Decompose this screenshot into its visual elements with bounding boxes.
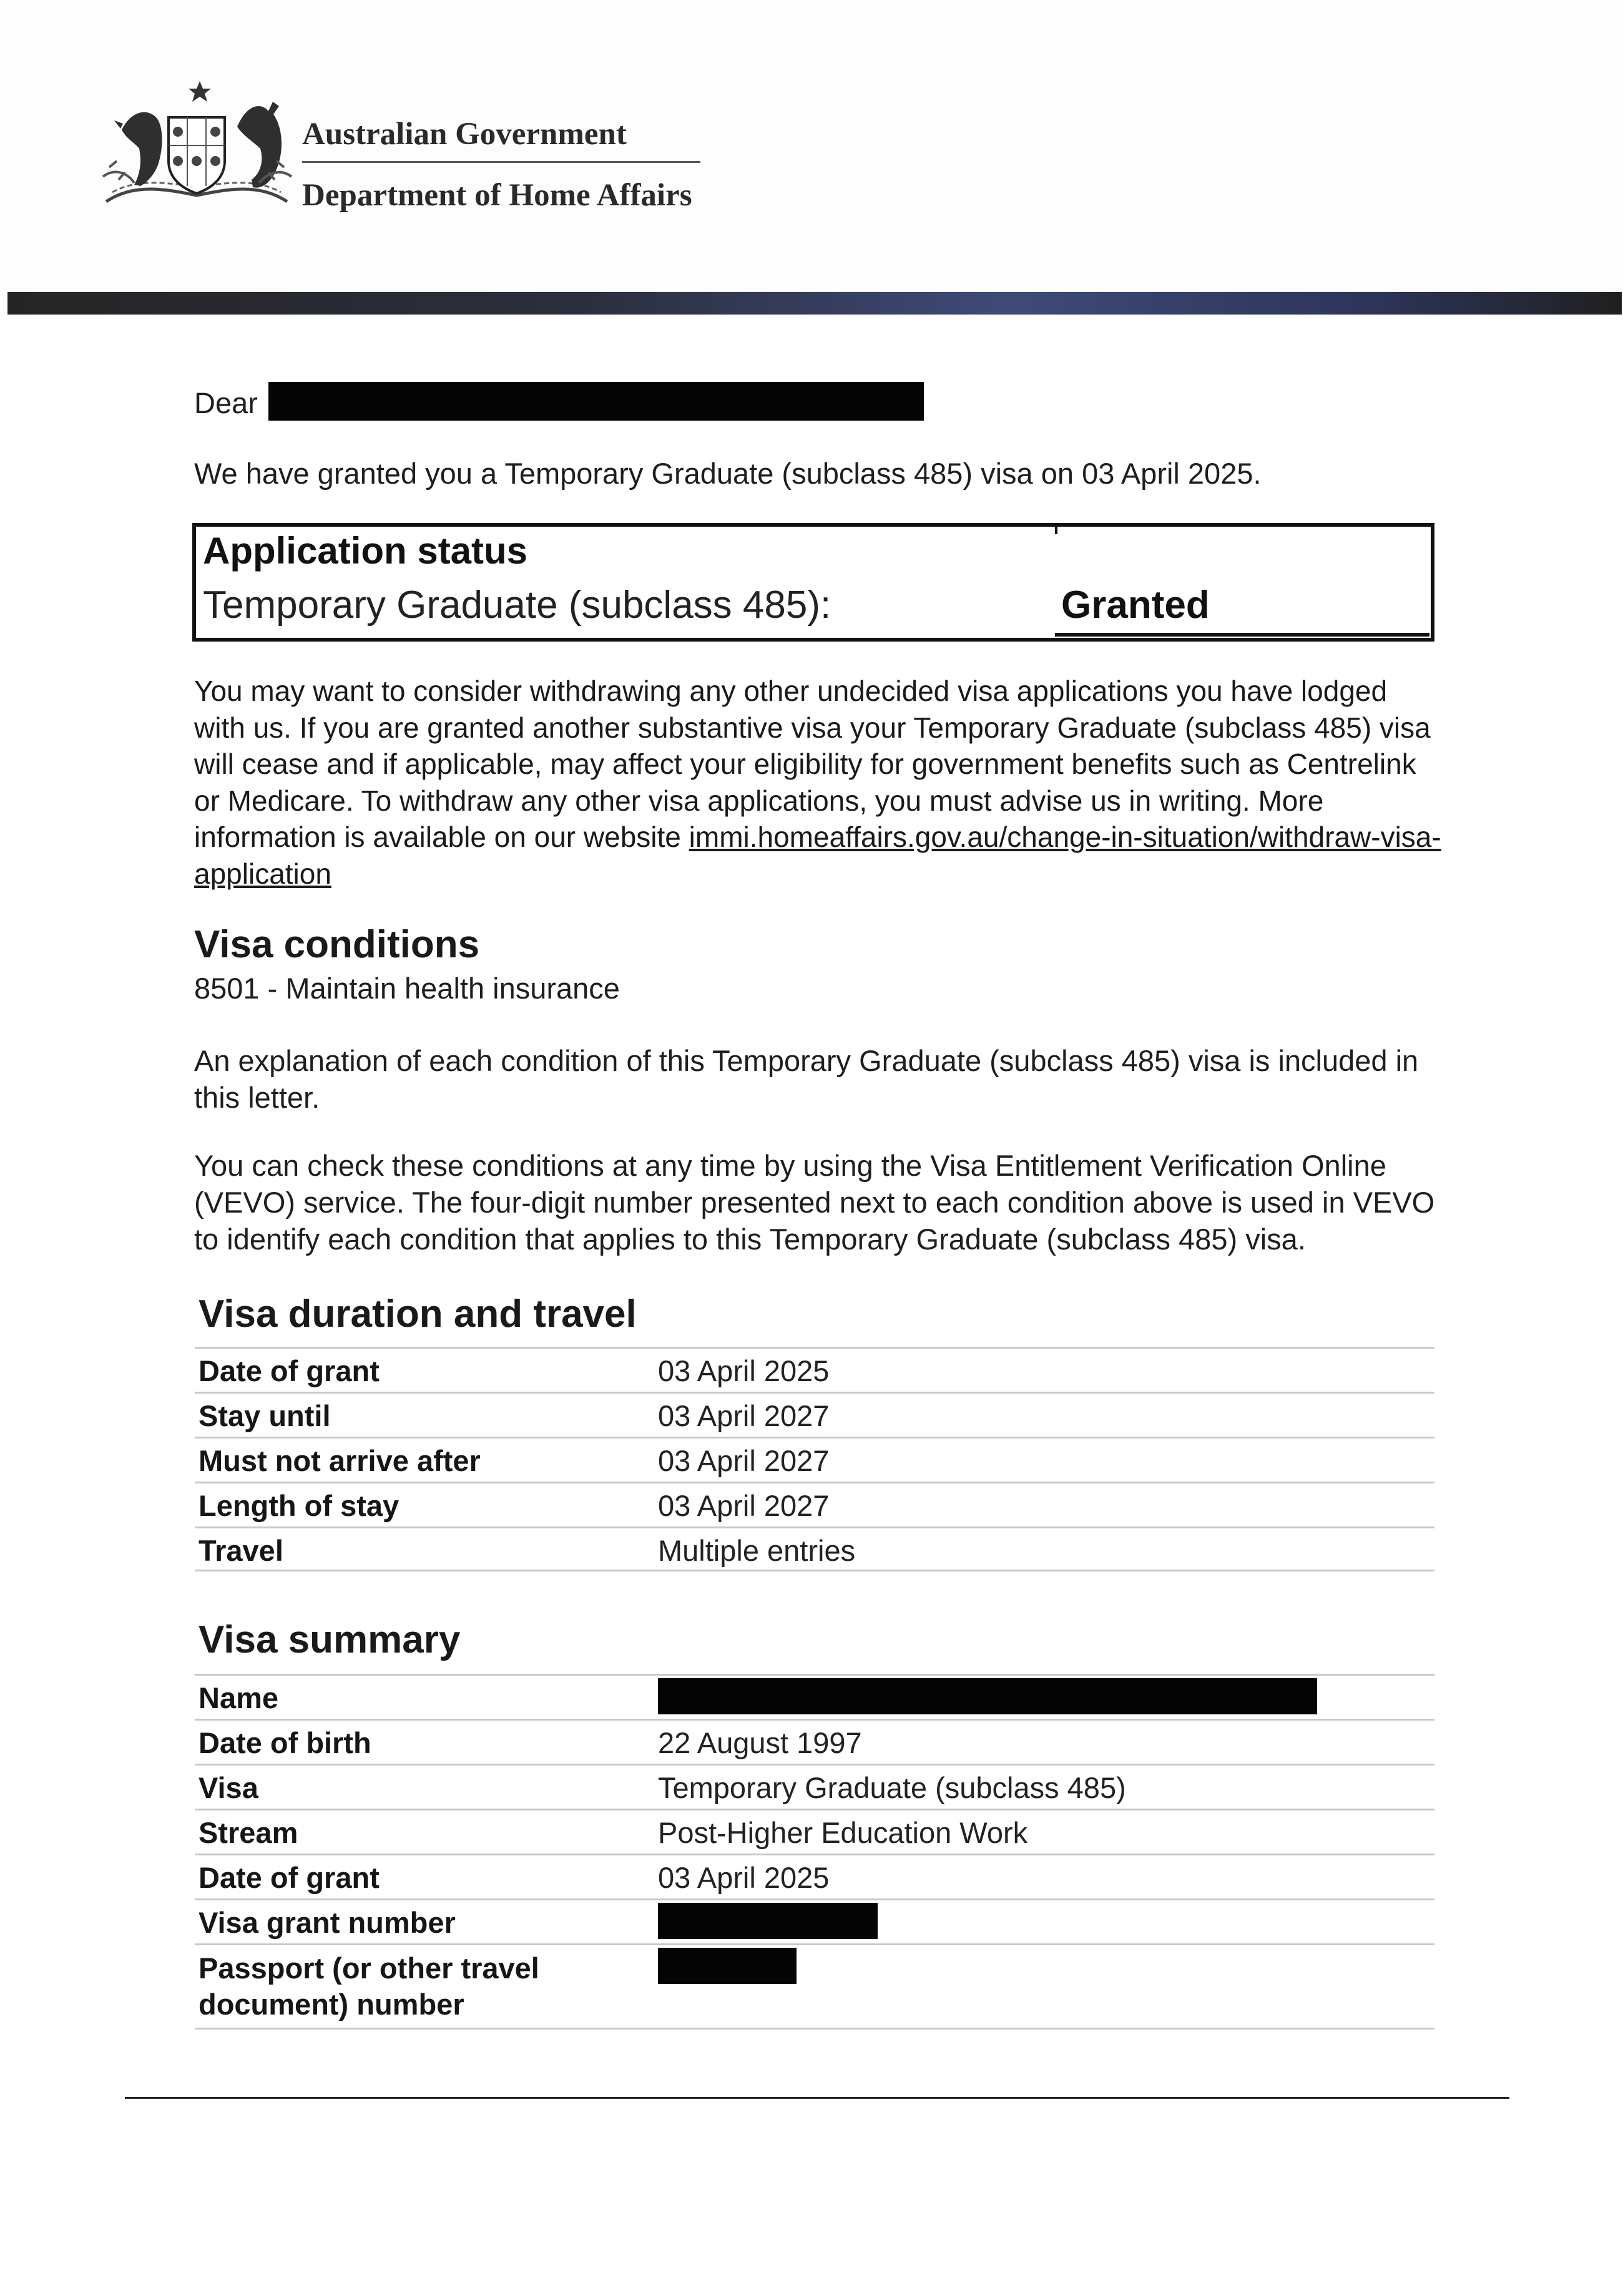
table-row — [195, 1347, 1434, 1392]
visa-conditions-heading: Visa conditions — [194, 923, 480, 966]
row-value: Temporary Graduate (subclass 485) — [658, 1771, 1126, 1804]
withdraw-notice-text: You may want to consider withdrawing any other undecided visa applications you have lodged with us. If you are granted another substantive visa your Temporary Graduate (subclass 485) visa will cease and if applicable, may affect your eligibility for government benefits such as Centrelink or Medicare. To withdraw any other visa applications, you must advise us in writing. More information is available on our website — [194, 675, 1431, 853]
row-label: Travel — [199, 1534, 283, 1567]
table-row — [195, 1482, 1434, 1527]
visa-duration-heading: Visa duration and travel — [199, 1292, 637, 1336]
row-value: 03 April 2025 — [658, 1861, 830, 1894]
status-value-underline — [1055, 633, 1429, 637]
application-status-heading: Application status — [203, 530, 528, 572]
row-value: 03 April 2027 — [658, 1399, 830, 1432]
visa-duration-table — [195, 1347, 1434, 1571]
row-label: Date of grant — [199, 1354, 380, 1387]
table-row — [195, 1674, 1434, 1719]
withdraw-application-link[interactable]: immi.homeaffairs.gov.au/change-in-situation/withdraw-visa-application — [194, 821, 1441, 890]
row-value: 22 August 1997 — [658, 1726, 862, 1759]
row-value: 03 April 2027 — [658, 1489, 830, 1522]
redacted-recipient-name — [268, 382, 924, 421]
department-title: Department of Home Affairs — [302, 178, 692, 213]
header-colour-bar — [7, 292, 1622, 315]
status-value: Granted — [1061, 584, 1210, 627]
table-row — [195, 1898, 1434, 1943]
grant-intro-text: We have granted you a Temporary Graduate (subclass 485) visa on 03 April 2025. — [194, 457, 1262, 490]
table-row — [195, 1809, 1434, 1854]
row-label: Must not arrive after — [199, 1444, 481, 1477]
redacted-name — [658, 1678, 1317, 1714]
visa-summary-table — [195, 1674, 1434, 2030]
row-value: 03 April 2025 — [658, 1354, 830, 1387]
row-label: Visa — [199, 1771, 258, 1804]
row-value: Multiple entries — [658, 1534, 856, 1567]
row-label: Visa grant number — [199, 1906, 456, 1939]
status-box-divider — [1055, 523, 1057, 534]
visa-condition-item: 8501 - Maintain health insurance — [194, 972, 620, 1005]
table-row — [195, 1527, 1434, 1571]
row-label: Stream — [199, 1816, 298, 1849]
table-row — [195, 1392, 1434, 1437]
table-row — [195, 1943, 1434, 2030]
row-label: Length of stay — [199, 1489, 400, 1522]
row-label: Passport (or other travel document) number — [199, 1952, 539, 2021]
conditions-explanation: An explanation of each condition of this Temporary Graduate (subclass 485) visa is included in this letter. — [194, 1044, 1419, 1114]
row-value: Post-Higher Education Work — [658, 1816, 1028, 1849]
vevo-note: You can check these conditions at any time by using the Visa Entitlement Verification Online (VEVO) service. The four-digit number presented next to each condition above is used in VEVO to identify each condition that applies to this Temporary Graduate (subclass 485) visa. — [194, 1149, 1435, 1256]
row-label: Stay until — [199, 1399, 331, 1432]
table-row — [195, 1719, 1434, 1764]
redacted-visa-grant-number — [658, 1903, 878, 1939]
table-row — [195, 1437, 1434, 1482]
status-visa-label: Temporary Graduate (subclass 485): — [203, 584, 831, 627]
row-label: Date of birth — [199, 1726, 371, 1759]
row-label: Name — [199, 1681, 279, 1714]
table-row — [195, 1764, 1434, 1809]
header-divider — [302, 161, 700, 163]
coat-of-arms-logo — [97, 74, 297, 220]
row-value: 03 April 2027 — [658, 1444, 830, 1477]
government-title: Australian Government — [302, 117, 627, 152]
salutation: Dear — [194, 386, 258, 419]
visa-summary-heading: Visa summary — [199, 1618, 461, 1661]
redacted-passport-number — [658, 1948, 797, 1984]
table-row — [195, 1854, 1434, 1898]
withdraw-notice — [194, 673, 1443, 892]
row-label: Date of grant — [199, 1861, 380, 1894]
footer-divider — [125, 2097, 1509, 2099]
